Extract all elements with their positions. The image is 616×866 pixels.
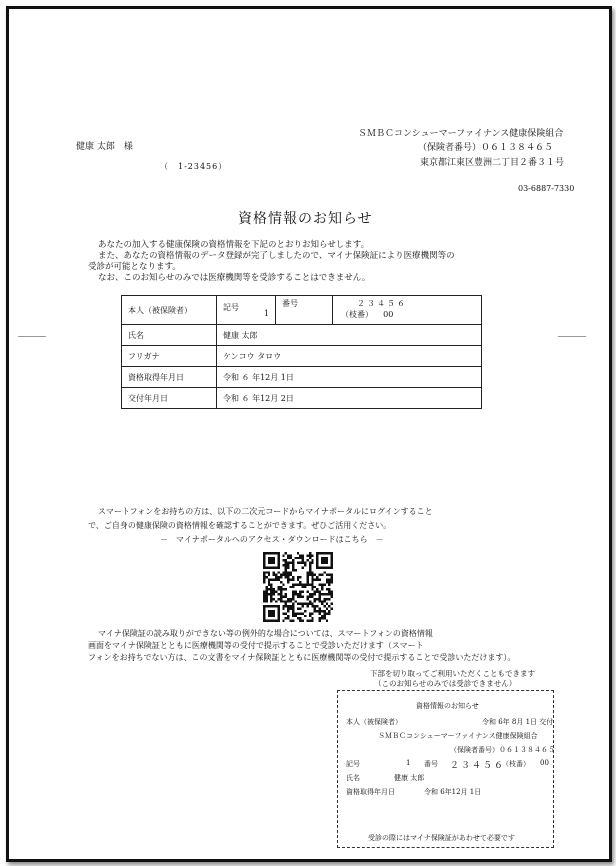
stub-acquired-value: 令和 6年12月 1日 — [424, 788, 482, 796]
table-row — [122, 296, 482, 325]
kana-label: フリガナ — [122, 346, 217, 367]
intro-line-3: 受診が可能となります。 — [88, 262, 181, 272]
page-title: 資格情報のお知らせ — [238, 211, 373, 227]
branch-value: 00 — [383, 310, 394, 319]
stub-insured-label: 本人（被保険者） — [346, 718, 402, 726]
sender-address: 東京都江東区豊洲二丁目２番３１号 — [420, 158, 565, 168]
stub-insurer-number: （保険者番号）０６１３８４６５ — [450, 746, 555, 754]
stub-number-value: ２３４５６ — [450, 761, 506, 771]
symbol-value: 1 — [263, 309, 269, 318]
stub-insurer: ＳＭＢＣコンシューマーファイナンス健康保険組合 — [378, 732, 538, 740]
fold-mark-right — [558, 336, 586, 337]
exception-line-1: マイナ保険証の読み取りができない等の例外的な場合については、スマートフォンの資格情報 — [98, 629, 433, 638]
sender-phone: 03-6887-7330 — [518, 184, 575, 193]
issued-value: 令和 ６ 年12月 2日 — [217, 388, 482, 409]
intro-text — [88, 240, 455, 284]
issued-label: 交付年月日 — [122, 388, 217, 409]
stub-symbol-value: 1 — [406, 759, 411, 767]
stub-title: 資格情報のお知らせ — [416, 702, 479, 710]
recipient-name: 健康 太郎 様 — [76, 142, 133, 152]
intro-line-4: なお、このお知らせのみでは医療機関等を受診することはできません。 — [98, 273, 371, 283]
table-row — [122, 367, 482, 388]
smartphone-line-3: － マイナポータルへのアクセス・ダウンロードはこちら － — [160, 535, 384, 544]
table-row — [122, 325, 482, 346]
exception-line-3: フォンをお持ちでない方は、この文書をマイナ保険証とともに医療機関等の受付で提示することで受診いただけます）。 — [88, 653, 516, 662]
fold-mark-left — [18, 336, 46, 337]
stub-acquired-label: 資格取得年月日 — [346, 788, 395, 796]
symbol-label: 記号 — [223, 303, 239, 312]
table-row — [122, 346, 482, 367]
cut-note-line-2: （このお知らせのみでは受診できません） — [374, 679, 517, 688]
kana-value: ケンコウ タロウ — [217, 346, 482, 367]
smartphone-line-1: スマートフォンをお持ちの方は、以下の二次元コードからマイナポータルにログインすること — [98, 507, 433, 516]
acquired-value: 令和 ６ 年12月 1日 — [217, 367, 482, 388]
number-value: ２３４５６ — [357, 299, 407, 308]
cut-note-line-1: 下部を切り取ってご利用いただくこともできます — [370, 669, 535, 678]
qualification-table — [121, 295, 482, 409]
qr-code-icon[interactable] — [263, 552, 333, 622]
sender-insurer-number: （保険者番号）０６１３８４６５ — [418, 143, 554, 153]
stub-branch-value: 00 — [540, 759, 549, 767]
stub-name-label: 氏名 — [346, 774, 360, 782]
sender-name: ＳＭＢＣコンシューマーファイナンス健康保険組合 — [358, 129, 564, 139]
table-row — [122, 388, 482, 409]
intro-line-1: あなたの加入する健康保険の資格情報を下記のとおりお知らせします。 — [98, 240, 370, 250]
acquired-label: 資格取得年月日 — [122, 367, 217, 388]
stub-issued: 令和 6年 8月 1日 交付 — [482, 718, 554, 726]
number-label: 番号 — [276, 296, 333, 324]
intro-line-2: また、あなたの資格情報のデータ登録が完了しましたので、マイナ保険証により医療機関等の — [98, 251, 455, 261]
insured-label: 本人（被保険者） — [122, 296, 217, 325]
stub-number-label: 番号 — [424, 760, 438, 768]
detachable-card — [337, 690, 554, 848]
stub-name-value: 健康 太郎 — [394, 774, 425, 782]
recipient-number: （ 1-23456） — [160, 162, 228, 171]
name-label: 氏名 — [122, 325, 217, 346]
stub-symbol-label: 記号 — [346, 760, 360, 768]
name-value: 健康 太郎 — [217, 325, 482, 346]
stub-branch-label: （枝番） — [502, 760, 530, 768]
smartphone-line-2: で、ご自身の健康保険の資格情報を確認することができます。ぜひご活用ください。 — [88, 521, 392, 530]
exception-line-2: 画面をマイナ保険証とともに医療機関等の受付で提示することで受診いただけます（スマート — [88, 641, 424, 650]
branch-label: （枝番） — [341, 310, 373, 319]
stub-footer: 受診の際にはマイナ保険証があわせて必要です — [368, 834, 515, 842]
